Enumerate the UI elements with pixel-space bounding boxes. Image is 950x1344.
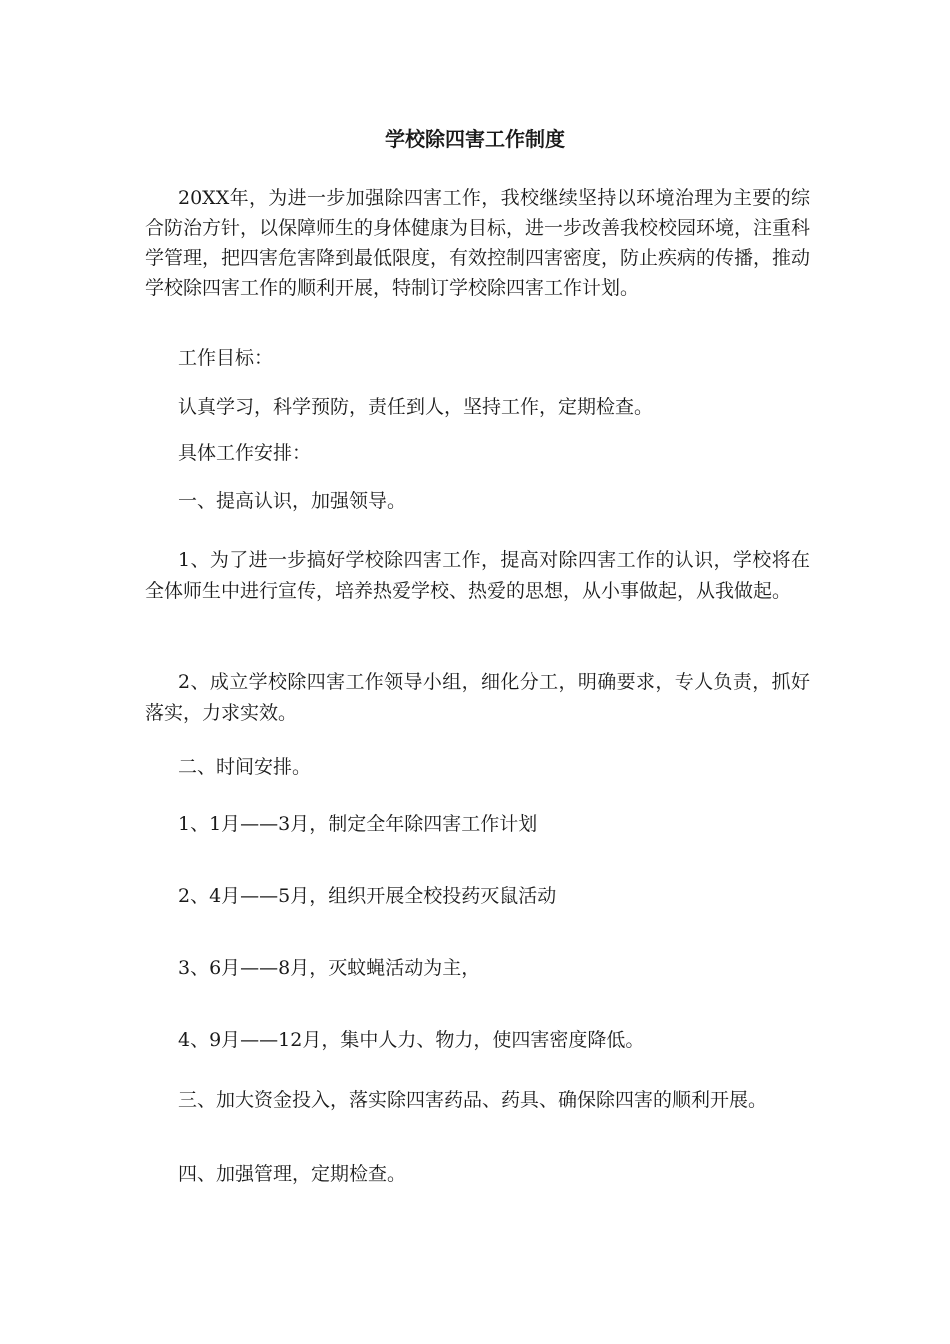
section-four-heading: 四、加强管理，定期检查。: [178, 1163, 407, 1185]
section-one-item-2: 2、成立学校除四害工作领导小组，细化分工，明确要求，专人负责，抓好落实，力求实效。: [145, 671, 810, 724]
work-goal-text: 认真学习，科学预防，责任到人，坚持工作，定期检查。: [178, 396, 654, 418]
schedule-item-2: 2、4月——5月，组织开展全校投药灭鼠活动: [178, 885, 557, 907]
schedule-item-4: 4、9月——12月，集中人力、物力，使四害密度降低。: [178, 1029, 645, 1051]
work-arrangement-heading: 具体工作安排：: [178, 442, 312, 464]
schedule-item-1: 1、1月——3月，制定全年除四害工作计划: [178, 813, 538, 835]
work-goal-heading: 工作目标：: [178, 347, 274, 369]
section-two-heading: 二、时间安排。: [178, 756, 312, 778]
document-title: 学校除四害工作制度: [385, 127, 565, 151]
section-three-paragraph: 三、加大资金投入，落实除四害药品、药具、确保除四害的顺利开展。: [178, 1089, 768, 1111]
section-one-heading: 一、提高认识，加强领导。: [178, 490, 407, 512]
intro-paragraph: 20XX年，为进一步加强除四害工作，我校继续坚持以环境治理为主要的综合防治方针，以保障师生的身体健康为目标，进一步改善我校校园环境，注重科学管理，把四害危害降到最低限度，有效控制四害密度，防止疾病的传播，推动学校除四害工作的顺利开展，特制订学校除四害工作计划。: [145, 187, 811, 299]
section-one-item-1: 1、为了进一步搞好学校除四害工作，提高对除四害工作的认识，学校将在全体师生中进行宣传，培养热爱学校、热爱的思想，从小事做起，从我做起。: [145, 549, 810, 602]
schedule-item-3: 3、6月——8月，灭蚊蝇活动为主，: [178, 957, 481, 979]
